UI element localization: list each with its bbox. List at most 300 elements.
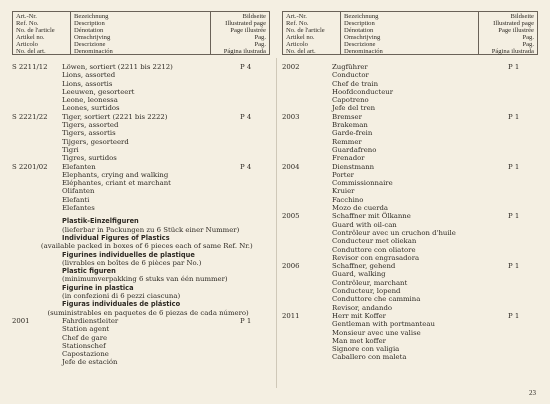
item-description: Herr mit Koffer <box>332 311 386 320</box>
item-description: Figuras individuales de plástico <box>62 300 181 309</box>
item-description: Plastic figuren <box>62 267 116 276</box>
article-number <box>12 138 62 146</box>
article-number <box>12 171 62 179</box>
catalog-row <box>282 88 538 96</box>
article-number <box>12 146 62 154</box>
item-description: Station agent <box>62 325 110 334</box>
illustrated-page-ref <box>240 146 270 154</box>
article-number <box>282 179 332 187</box>
illustrated-page-ref: P 1 <box>508 162 520 171</box>
article-number <box>12 350 62 358</box>
header-label: Bezeichnung <box>74 13 109 20</box>
header-label: Page illustrée <box>230 26 266 34</box>
catalog-row <box>282 337 538 345</box>
article-number <box>282 196 332 204</box>
item-description: Schaffner mit Ölkanne <box>332 212 411 221</box>
illustrated-page-ref <box>508 353 538 361</box>
article-number <box>282 71 332 79</box>
illustrated-page-ref: P 4 <box>240 112 252 121</box>
item-description: Signore con valigia <box>332 345 400 354</box>
illustrated-page-ref <box>240 88 270 96</box>
illustrated-page-ref <box>240 284 270 292</box>
illustrated-page-ref <box>240 358 270 366</box>
catalog-row <box>12 226 270 234</box>
header-label: Descrizione <box>344 40 376 48</box>
item-description: (livrables en boîtes de 6 pièces par No.) <box>62 258 202 267</box>
illustrated-page-ref <box>240 334 270 342</box>
item-description: Elefanten <box>62 162 96 171</box>
section-heading-row <box>12 217 270 225</box>
item-description: Olifanten <box>62 187 95 196</box>
header-label: Illustrated page <box>225 19 266 27</box>
item-description: Tigers, assortis <box>62 129 116 138</box>
header-label: Omschrijving <box>344 33 381 41</box>
article-number <box>12 251 62 259</box>
article-number <box>12 104 62 112</box>
article-number <box>12 154 62 162</box>
catalog-row <box>282 146 538 154</box>
catalog-row <box>12 325 270 333</box>
header-label: Pag. <box>254 40 266 48</box>
article-number <box>12 121 62 129</box>
right-column <box>282 63 538 362</box>
illustrated-page-ref <box>508 179 538 187</box>
item-description: Mozo de cuerda <box>332 204 389 213</box>
item-description: Schaffner, gehend <box>332 262 396 271</box>
illustrated-page-ref <box>508 121 538 129</box>
illustrated-page-ref <box>240 259 270 267</box>
illustrated-page-ref: P 1 <box>508 63 520 71</box>
article-number <box>282 171 332 179</box>
item-description: Frenador <box>332 154 365 163</box>
illustrated-page-ref <box>508 304 538 312</box>
item-description: Tijgers, gesorteerd <box>62 137 129 146</box>
illustrated-page-ref <box>240 350 270 358</box>
illustrated-page-ref <box>508 279 538 287</box>
header-label: Artikel no. <box>16 33 45 41</box>
article-number: 2004 <box>282 162 300 171</box>
article-number <box>282 320 332 328</box>
article-number <box>282 295 332 303</box>
item-description: Kruier <box>332 187 355 196</box>
left-column <box>12 63 270 367</box>
item-description: Man met koffer <box>332 336 386 345</box>
item-description: Caballero con maleta <box>332 353 407 362</box>
article-number: 2011 <box>282 311 300 320</box>
header-illustrated-page <box>211 12 269 54</box>
article-number <box>12 342 62 350</box>
item-description: Individual Figures of Plastics <box>62 233 170 242</box>
header-label: Bildseite <box>510 13 534 20</box>
article-number <box>12 267 62 275</box>
item-description: Jefe de estación <box>62 358 118 367</box>
item-description: Conducteur, lopend <box>332 287 401 296</box>
illustrated-page-ref <box>240 121 270 129</box>
item-description: Lions, assortis <box>62 79 113 88</box>
header-label: No. de l'article <box>16 26 55 34</box>
article-number <box>282 104 332 112</box>
catalog-row <box>12 292 270 300</box>
header-label: Página ilustrada <box>223 47 266 55</box>
catalog-row <box>282 287 538 295</box>
catalog-row <box>12 71 270 79</box>
item-description: Commissionnaire <box>332 179 393 188</box>
header-label: Ref. No. <box>286 19 309 27</box>
catalog-row <box>282 138 538 146</box>
article-number <box>12 204 62 212</box>
article-number <box>282 221 332 229</box>
illustrated-page-ref <box>508 329 538 337</box>
item-description: (minimumverpakking 6 stuks van één nummer) <box>62 275 228 284</box>
header-label: Page illustrée <box>498 26 534 34</box>
article-number <box>282 138 332 146</box>
illustrated-page-ref <box>240 234 270 242</box>
item-description: Fahrdienstleiter <box>62 316 119 325</box>
catalog-row <box>12 179 270 187</box>
illustrated-page-ref <box>240 104 270 112</box>
illustrated-page-ref <box>508 337 538 345</box>
illustrated-page-ref <box>240 251 270 259</box>
article-number <box>12 129 62 137</box>
article-number <box>12 309 47 317</box>
article-number <box>282 287 332 295</box>
catalog-row <box>12 342 270 350</box>
catalog-row <box>12 171 270 179</box>
catalog-row <box>282 270 538 278</box>
article-number <box>12 187 62 195</box>
item-description: Lions, assorted <box>62 71 116 80</box>
article-number <box>282 229 332 237</box>
illustrated-page-ref <box>508 270 538 278</box>
item-description: Leone, leonessa <box>62 96 118 105</box>
illustrated-page-ref <box>240 204 270 212</box>
header-label: Art.-Nr. <box>16 13 37 20</box>
header-label: No. de l'article <box>286 26 325 34</box>
catalog-row <box>12 187 270 195</box>
illustrated-page-ref <box>240 80 270 88</box>
illustrated-page-ref <box>508 295 538 303</box>
catalog-row <box>12 113 270 121</box>
illustrated-page-ref <box>508 171 538 179</box>
item-description: Dienstmann <box>332 162 375 171</box>
catalog-row <box>12 334 270 342</box>
header-illustrated-page <box>479 12 537 54</box>
article-number <box>282 353 332 361</box>
catalog-row <box>282 121 538 129</box>
article-number <box>282 187 332 195</box>
article-number <box>12 234 62 242</box>
item-description: Facchino <box>332 195 364 204</box>
article-number <box>282 246 332 254</box>
item-description: Contrôleur, marchant <box>332 278 408 287</box>
illustrated-page-ref <box>240 138 270 146</box>
catalog-row <box>282 237 538 245</box>
illustrated-page-ref <box>508 146 538 154</box>
header-label: Descrizione <box>74 40 106 48</box>
header-label: No. del art. <box>16 47 46 55</box>
catalog-row <box>12 63 270 71</box>
illustrated-page-ref <box>508 96 538 104</box>
item-description: Jefe del tren <box>332 104 376 113</box>
header-label: Pag. <box>254 33 266 41</box>
catalog-row <box>282 246 538 254</box>
header-label: Description <box>344 19 375 27</box>
catalog-row <box>282 171 538 179</box>
header-label: Denominación <box>344 47 383 55</box>
article-number <box>282 121 332 129</box>
item-description: Tiger, sortiert (2221 bis 2222) <box>62 112 168 121</box>
header-label: Dénotation <box>344 26 374 34</box>
header-label: No. del art. <box>286 47 316 55</box>
item-description: Guard, walking <box>332 270 386 279</box>
header-label: Bildseite <box>242 13 266 20</box>
section-heading-row <box>12 300 270 308</box>
article-number <box>12 217 62 225</box>
catalog-row <box>12 121 270 129</box>
item-description: Gentleman with portmanteau <box>332 320 435 329</box>
catalog-row <box>12 163 270 171</box>
header-label: Artikel no. <box>286 33 315 41</box>
illustrated-page-ref <box>253 242 270 250</box>
item-description: Conducteur met oliekan <box>332 237 417 246</box>
illustrated-page-ref: P 1 <box>508 311 520 320</box>
article-number <box>282 204 332 212</box>
article-number: 2002 <box>282 63 300 71</box>
illustrated-page-ref: P 1 <box>508 212 520 221</box>
illustrated-page-ref <box>508 129 538 137</box>
illustrated-page-ref <box>240 226 270 234</box>
item-description: Monsieur avec une valise <box>332 328 421 337</box>
item-description: Guard with oil-can <box>332 220 397 229</box>
catalog-row <box>12 96 270 104</box>
catalog-row <box>282 104 538 112</box>
illustrated-page-ref <box>240 342 270 350</box>
item-description: Chef de gare <box>62 333 108 342</box>
header-label: Dénotation <box>74 26 104 34</box>
article-number <box>282 80 332 88</box>
article-number <box>282 237 332 245</box>
article-number <box>12 196 62 204</box>
illustrated-page-ref: P 4 <box>240 162 252 171</box>
article-number <box>12 284 62 292</box>
article-number <box>12 96 62 104</box>
item-description: (suministrables en paquetes de 6 piezas de cada número) <box>47 308 249 317</box>
catalog-row <box>282 196 538 204</box>
item-description: Figurines individuelles de plastique <box>62 250 195 259</box>
catalog-row <box>12 259 270 267</box>
header-box-left <box>12 11 270 55</box>
header-box-right <box>282 11 538 55</box>
header-label: Ref. No. <box>16 19 39 27</box>
illustrated-page-ref <box>508 104 538 112</box>
item-description: Contrôleur avec un cruchon d'huile <box>332 228 456 237</box>
catalog-row <box>282 154 538 162</box>
article-number <box>12 80 62 88</box>
catalog-row <box>282 262 538 270</box>
item-description: (available packed in boxes of 6 pieces each of same Ref. Nr.) <box>40 242 253 251</box>
catalog-row <box>282 353 538 361</box>
article-number <box>282 254 332 262</box>
illustrated-page-ref: P 1 <box>508 262 520 271</box>
catalog-row <box>12 138 270 146</box>
catalog-row <box>282 163 538 171</box>
article-number <box>12 88 62 96</box>
illustrated-page-ref <box>508 196 538 204</box>
catalog-row <box>282 279 538 287</box>
illustrated-page-ref <box>508 71 538 79</box>
illustrated-page-ref <box>508 287 538 295</box>
header-label: Description <box>74 19 105 27</box>
section-heading-row <box>12 251 270 259</box>
illustrated-page-ref <box>240 154 270 162</box>
item-description: Revisor, andando <box>332 303 393 312</box>
catalog-row <box>12 146 270 154</box>
catalog-row <box>282 63 538 71</box>
article-number: S 2221/22 <box>12 112 48 121</box>
illustrated-page-ref <box>240 325 270 333</box>
header-label: Pag. <box>522 33 534 41</box>
article-number <box>12 334 62 342</box>
header-label: Pag. <box>522 40 534 48</box>
illustrated-page-ref <box>240 179 270 187</box>
illustrated-page-ref <box>240 129 270 137</box>
illustrated-page-ref <box>240 217 270 225</box>
catalog-row <box>12 317 270 325</box>
item-description: Conductor <box>332 71 369 80</box>
catalog-row <box>12 242 270 250</box>
illustrated-page-ref <box>240 292 270 300</box>
illustrated-page-ref <box>249 309 270 317</box>
illustrated-page-ref: P 1 <box>508 112 520 121</box>
illustrated-page-ref <box>508 138 538 146</box>
illustrated-page-ref <box>508 345 538 353</box>
illustrated-page-ref <box>508 237 538 245</box>
article-number <box>12 358 62 366</box>
catalog-row <box>282 71 538 79</box>
catalog-row <box>282 304 538 312</box>
illustrated-page-ref <box>240 267 270 275</box>
catalog-row <box>282 254 538 262</box>
item-description: Conduttore con oliatore <box>332 245 416 254</box>
item-description: Capostazione <box>62 350 109 359</box>
catalog-row <box>282 229 538 237</box>
item-description: Tigers, assorted <box>62 121 119 130</box>
item-description: Elefantes <box>62 204 95 213</box>
item-description: Plastik-Einzelfiguren <box>62 217 139 226</box>
section-heading-row <box>12 267 270 275</box>
item-description: (lieferbar in Packungen zu 6 Stück einer Nummer) <box>62 225 240 234</box>
header-art-no <box>283 12 341 54</box>
illustrated-page-ref <box>508 229 538 237</box>
catalog-row <box>12 275 270 283</box>
article-number <box>12 300 62 308</box>
item-description: Brakeman <box>332 121 368 130</box>
item-description: Remmer <box>332 137 362 146</box>
illustrated-page-ref <box>240 71 270 79</box>
illustrated-page-ref <box>240 275 270 283</box>
article-number <box>12 275 62 283</box>
item-description: Revisor con engrasadora <box>332 253 420 262</box>
article-number: 2001 <box>12 316 30 325</box>
item-description: Garde-frein <box>332 129 373 138</box>
catalog-row <box>282 295 538 303</box>
section-heading-row <box>12 284 270 292</box>
item-description: Leones, surtidos <box>62 104 120 113</box>
header-description <box>341 12 479 54</box>
article-number <box>12 325 62 333</box>
article-number <box>282 154 332 162</box>
item-description: Leeuwen, gesorteert <box>62 87 135 96</box>
item-description: Löwen, sortiert (2211 bis 2212) <box>62 63 173 71</box>
header-label: Bezeichnung <box>344 13 379 20</box>
catalog-row <box>282 187 538 195</box>
article-number <box>12 292 62 300</box>
illustrated-page-ref: P 1 <box>240 316 252 325</box>
illustrated-page-ref <box>240 96 270 104</box>
illustrated-page-ref <box>240 187 270 195</box>
catalog-row <box>12 129 270 137</box>
header-label: Omschrijving <box>74 33 111 41</box>
catalog-row <box>12 358 270 366</box>
column-divider <box>276 58 277 388</box>
item-description: Tigres, surtidos <box>62 154 117 163</box>
catalog-row <box>12 350 270 358</box>
illustrated-page-ref <box>240 196 270 204</box>
catalog-row <box>282 129 538 137</box>
illustrated-page-ref <box>508 80 538 88</box>
article-number <box>282 337 332 345</box>
article-number <box>12 179 62 187</box>
header-label: Articolo <box>16 40 38 48</box>
catalog-row <box>282 179 538 187</box>
article-number: 2006 <box>282 262 300 271</box>
header-art-no <box>13 12 71 54</box>
catalog-row <box>282 312 538 320</box>
illustrated-page-ref <box>508 320 538 328</box>
item-description: Guardafreno <box>332 145 377 154</box>
item-description: Tigri <box>62 145 79 154</box>
illustrated-page-ref <box>508 254 538 262</box>
item-description: Bremser <box>332 112 362 121</box>
article-number <box>282 345 332 353</box>
article-number: S 2201/02 <box>12 162 48 171</box>
article-number <box>12 71 62 79</box>
catalog-row <box>282 113 538 121</box>
item-description: Capotreno <box>332 96 369 105</box>
illustrated-page-ref <box>508 154 538 162</box>
illustrated-page-ref <box>508 221 538 229</box>
catalog-row <box>282 221 538 229</box>
item-description: Zugführer <box>332 63 368 71</box>
section-heading-row <box>12 234 270 242</box>
catalog-row <box>12 204 270 212</box>
page-number: 23 <box>529 389 536 397</box>
article-number: 2003 <box>282 112 300 121</box>
illustrated-page-ref <box>508 246 538 254</box>
header-label: Articolo <box>286 40 308 48</box>
catalog-row <box>282 80 538 88</box>
item-description: Chef de train <box>332 79 379 88</box>
illustrated-page-ref <box>240 300 270 308</box>
article-number <box>282 129 332 137</box>
catalog-row <box>282 96 538 104</box>
article-number <box>12 242 41 250</box>
catalog-row <box>12 154 270 162</box>
catalog-row <box>282 212 538 220</box>
article-number <box>282 270 332 278</box>
article-number <box>282 279 332 287</box>
item-description: Elefanti <box>62 195 90 204</box>
